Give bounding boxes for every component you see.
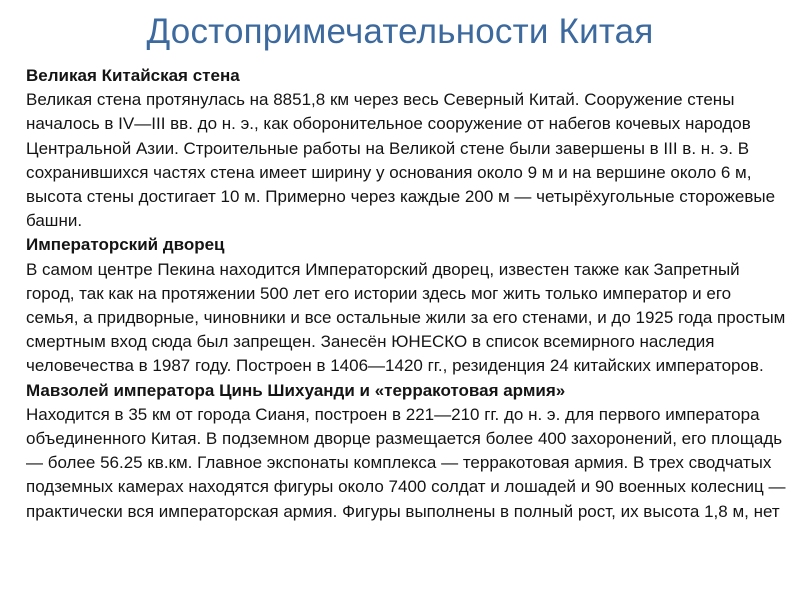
section-heading-imperial-palace: Императорский дворец	[26, 235, 225, 255]
slide-title: Достопримечательности Китая	[146, 12, 654, 51]
slide-content	[26, 64, 788, 600]
section-body-imperial-palace: В самом центре Пекина находится Императорский дворец, известен также как Запретный город, так как на протяжении 500 лет его истории здесь мог жить только император и его семья, а придворные, чиновники и все остальные жили за его стенами, и до 1925 года простым смертным вход сюда был запрещен. Занесён ЮНЕСКО в список всемирного наследия человечества в 1987 году. Построен в 1406—1420 гг., резиденция 24 китайских императоров.	[26, 259, 786, 376]
section-heading-great-wall: Великая Китайская стена	[26, 66, 240, 85]
section-heading-mausoleum: Мавзолей императора Цинь Шихуанди и «терракотовая армия»	[26, 380, 566, 400]
section-body-mausoleum: Находится в 35 км от города Сианя, построен в 221—210 гг. до н. э. для первого императора объединенного Китая. В подземном дворце размещается более 400 захоронений, его площадь — более 56.25 кв.км. Главное экспонаты комплекса — терракотовая армия. В трех сводчатых подземных камерах находятся фигуры около 7400 солдат и лошадей и 90 военных колесниц — практически вся императорская армия. Фигуры выполнены в полный рост, их высота 1,8 м, нет	[26, 404, 786, 521]
section-body-great-wall: Великая стена протянулась на 8851,8 км через весь Северный Китай. Сооружение стены началось в IV—III вв. до н. э., как оборонительное сооружение от набегов кочевых народов Центральной Азии. Строительные работы на Великой стене были завершены в III в. н. э. В сохранившихся частях стена имеет ширину у основания около 9 м и на вершине около 6 м, высота стены достигает 10 м. Примерно через каждые 200 м — четырёхугольные сторожевые башни.	[26, 90, 776, 231]
